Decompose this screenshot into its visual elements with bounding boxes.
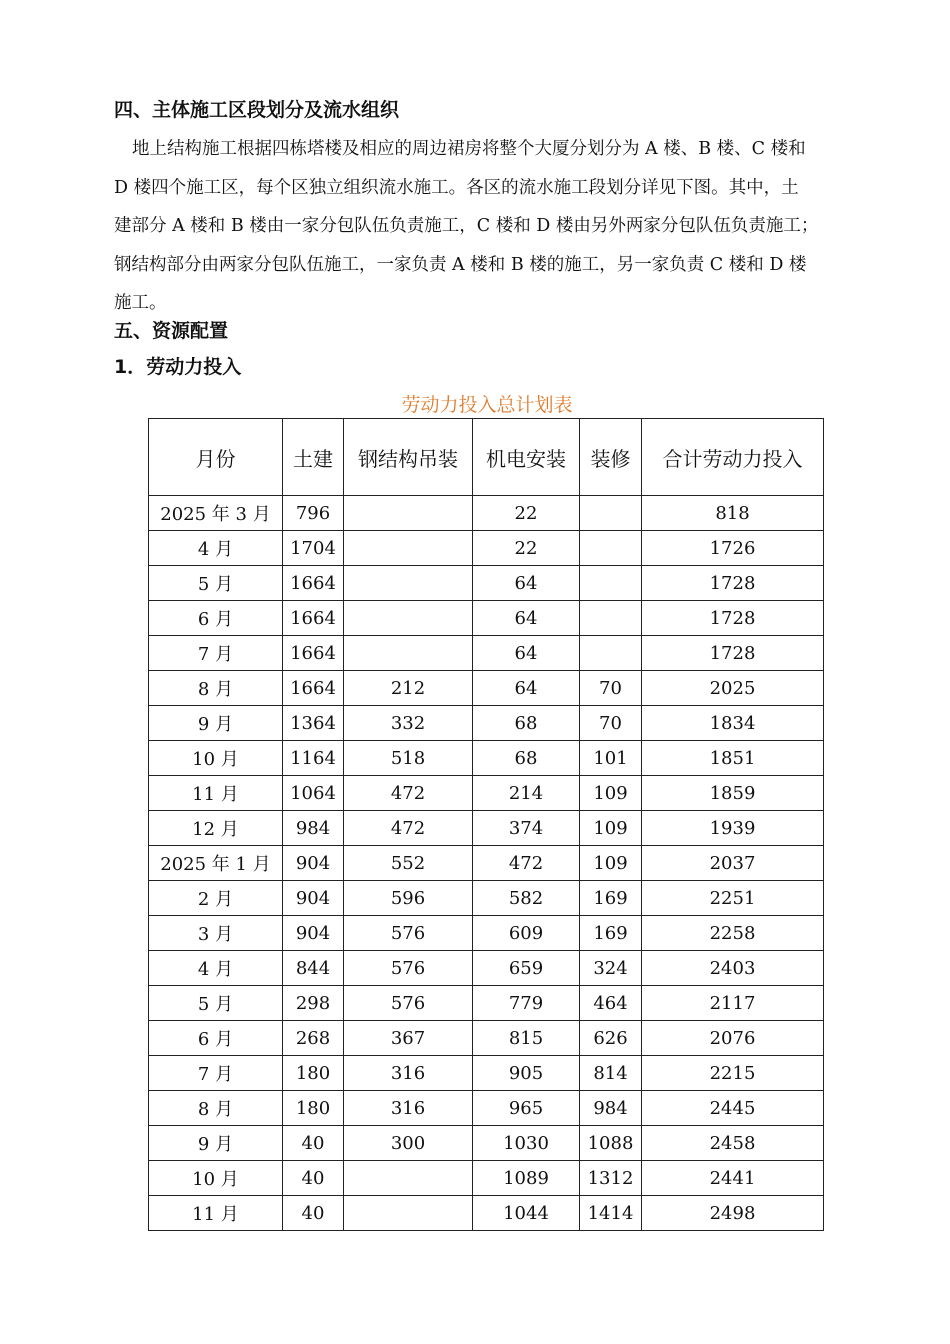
cell-month: 9 月	[149, 706, 283, 741]
cell-month: 2025 年 3 月	[149, 496, 283, 531]
paragraph-line: 地上结构施工根据四栋塔楼及相应的周边裙房将整个大厦分划分为 A 楼、B 楼、C 楼和	[132, 139, 806, 159]
cell-civil: 40	[283, 1126, 344, 1161]
cell-civil: 1364	[283, 706, 344, 741]
table-row	[149, 846, 824, 881]
cell-month: 7 月	[149, 1056, 283, 1091]
cell-civil: 904	[283, 846, 344, 881]
cell-decoration: 109	[580, 846, 642, 881]
cell-mep: 472	[473, 846, 580, 881]
cell-steel: 576	[344, 986, 473, 1021]
cell-mep: 64	[473, 636, 580, 671]
cell-total: 2037	[642, 846, 824, 881]
cell-steel: 472	[344, 776, 473, 811]
cell-steel	[344, 496, 473, 531]
cell-steel: 596	[344, 881, 473, 916]
cell-civil: 1064	[283, 776, 344, 811]
cell-month: 6 月	[149, 1021, 283, 1056]
cell-month: 10 月	[149, 741, 283, 776]
table-row	[149, 601, 824, 636]
cell-mep: 68	[473, 706, 580, 741]
cell-decoration: 814	[580, 1056, 642, 1091]
cell-decoration: 109	[580, 811, 642, 846]
cell-mep: 1044	[473, 1196, 580, 1231]
table-row	[149, 671, 824, 706]
cell-decoration: 984	[580, 1091, 642, 1126]
cell-decoration: 1312	[580, 1161, 642, 1196]
cell-total: 2251	[642, 881, 824, 916]
cell-decoration	[580, 636, 642, 671]
cell-decoration: 101	[580, 741, 642, 776]
cell-total: 1834	[642, 706, 824, 741]
cell-total: 2445	[642, 1091, 824, 1126]
table-row	[149, 636, 824, 671]
cell-mep: 22	[473, 496, 580, 531]
table-header-row	[149, 419, 824, 496]
table-row	[149, 496, 824, 531]
cell-mep: 22	[473, 531, 580, 566]
cell-month: 7 月	[149, 636, 283, 671]
cell-civil: 40	[283, 1161, 344, 1196]
cell-mep: 965	[473, 1091, 580, 1126]
cell-mep: 64	[473, 566, 580, 601]
cell-month: 8 月	[149, 1091, 283, 1126]
cell-civil: 1704	[283, 531, 344, 566]
cell-civil: 1664	[283, 601, 344, 636]
labor-plan-table	[148, 418, 824, 1231]
cell-steel	[344, 601, 473, 636]
cell-steel: 212	[344, 671, 473, 706]
cell-steel: 576	[344, 916, 473, 951]
cell-decoration: 464	[580, 986, 642, 1021]
cell-civil: 1664	[283, 671, 344, 706]
cell-decoration: 324	[580, 951, 642, 986]
cell-month: 10 月	[149, 1161, 283, 1196]
cell-mep: 64	[473, 601, 580, 636]
cell-total: 1939	[642, 811, 824, 846]
cell-month: 4 月	[149, 951, 283, 986]
cell-month: 8 月	[149, 671, 283, 706]
cell-month: 2025 年 1 月	[149, 846, 283, 881]
cell-total: 2441	[642, 1161, 824, 1196]
cell-civil: 844	[283, 951, 344, 986]
table-row	[149, 531, 824, 566]
header-steel: 钢结构吊装	[344, 419, 473, 496]
subsection-labor-heading: 1．劳动力投入	[114, 356, 242, 378]
paragraph-line: D 楼四个施工区，每个区独立组织流水施工。各区的流水施工段划分详见下图。其中，土	[114, 177, 799, 198]
cell-total: 2403	[642, 951, 824, 986]
cell-total: 1728	[642, 636, 824, 671]
cell-steel: 367	[344, 1021, 473, 1056]
table-row	[149, 951, 824, 986]
section-5-heading: 五、资源配置	[114, 320, 229, 342]
cell-month: 11 月	[149, 1196, 283, 1231]
cell-total: 2458	[642, 1126, 824, 1161]
cell-total: 2215	[642, 1056, 824, 1091]
cell-decoration: 169	[580, 881, 642, 916]
cell-mep: 64	[473, 671, 580, 706]
cell-civil: 180	[283, 1056, 344, 1091]
cell-month: 5 月	[149, 986, 283, 1021]
section-4-paragraph	[114, 130, 874, 323]
cell-decoration: 70	[580, 671, 642, 706]
cell-total: 2258	[642, 916, 824, 951]
cell-month: 2 月	[149, 881, 283, 916]
header-civil: 土建	[283, 419, 344, 496]
cell-mep: 815	[473, 1021, 580, 1056]
table-row	[149, 566, 824, 601]
cell-total: 1859	[642, 776, 824, 811]
cell-civil: 904	[283, 881, 344, 916]
cell-mep: 609	[473, 916, 580, 951]
header-mep: 机电安装	[473, 419, 580, 496]
cell-civil: 904	[283, 916, 344, 951]
table-row	[149, 1056, 824, 1091]
table-row	[149, 1161, 824, 1196]
cell-steel: 316	[344, 1056, 473, 1091]
header-total: 合计劳动力投入	[642, 419, 824, 496]
cell-mep: 374	[473, 811, 580, 846]
cell-civil: 180	[283, 1091, 344, 1126]
table-row	[149, 1126, 824, 1161]
cell-civil: 298	[283, 986, 344, 1021]
cell-total: 1728	[642, 601, 824, 636]
cell-month: 5 月	[149, 566, 283, 601]
cell-mep: 905	[473, 1056, 580, 1091]
table-body	[149, 496, 824, 1231]
cell-month: 6 月	[149, 601, 283, 636]
cell-decoration	[580, 496, 642, 531]
cell-civil: 796	[283, 496, 344, 531]
cell-total: 2117	[642, 986, 824, 1021]
cell-mep: 68	[473, 741, 580, 776]
paragraph-line: 钢结构部分由两家分包队伍施工，一家负责 A 楼和 B 楼的施工，另一家负责 C 楼和 D 楼	[114, 254, 807, 275]
cell-steel: 518	[344, 741, 473, 776]
cell-civil: 1664	[283, 636, 344, 671]
cell-decoration: 109	[580, 776, 642, 811]
table-row	[149, 1021, 824, 1056]
cell-steel: 332	[344, 706, 473, 741]
cell-total: 2025	[642, 671, 824, 706]
paragraph-line: 建部分 A 楼和 B 楼由一家分包队伍负责施工，C 楼和 D 楼由另外两家分包队伍负责施工；	[114, 216, 819, 236]
cell-steel: 472	[344, 811, 473, 846]
cell-steel	[344, 636, 473, 671]
cell-decoration: 1414	[580, 1196, 642, 1231]
table-row	[149, 776, 824, 811]
cell-decoration: 626	[580, 1021, 642, 1056]
cell-total: 1851	[642, 741, 824, 776]
cell-steel	[344, 1196, 473, 1231]
table-row	[149, 881, 824, 916]
cell-civil: 1664	[283, 566, 344, 601]
paragraph-line: 施工。	[114, 293, 167, 313]
cell-total: 1726	[642, 531, 824, 566]
header-decoration: 装修	[580, 419, 642, 496]
cell-month: 9 月	[149, 1126, 283, 1161]
section-4-heading: 四、主体施工区段划分及流水组织	[114, 99, 400, 121]
cell-month: 12 月	[149, 811, 283, 846]
cell-civil: 984	[283, 811, 344, 846]
cell-steel: 576	[344, 951, 473, 986]
cell-decoration	[580, 601, 642, 636]
cell-steel	[344, 1161, 473, 1196]
cell-decoration: 169	[580, 916, 642, 951]
cell-civil: 40	[283, 1196, 344, 1231]
table-row	[149, 916, 824, 951]
cell-mep: 659	[473, 951, 580, 986]
cell-total: 2498	[642, 1196, 824, 1231]
cell-civil: 268	[283, 1021, 344, 1056]
cell-month: 4 月	[149, 531, 283, 566]
cell-steel: 316	[344, 1091, 473, 1126]
cell-decoration: 70	[580, 706, 642, 741]
cell-decoration	[580, 566, 642, 601]
cell-total: 2076	[642, 1021, 824, 1056]
cell-steel: 552	[344, 846, 473, 881]
table-row	[149, 1091, 824, 1126]
cell-steel	[344, 531, 473, 566]
header-month: 月份	[149, 419, 283, 496]
table-row	[149, 811, 824, 846]
cell-civil: 1164	[283, 741, 344, 776]
cell-month: 11 月	[149, 776, 283, 811]
table-row	[149, 741, 824, 776]
table-row	[149, 706, 824, 741]
cell-decoration: 1088	[580, 1126, 642, 1161]
cell-mep: 1030	[473, 1126, 580, 1161]
cell-mep: 1089	[473, 1161, 580, 1196]
cell-mep: 779	[473, 986, 580, 1021]
cell-decoration	[580, 531, 642, 566]
table-caption: 劳动力投入总计划表	[401, 394, 573, 416]
cell-mep: 214	[473, 776, 580, 811]
table-row	[149, 986, 824, 1021]
cell-total: 1728	[642, 566, 824, 601]
cell-month: 3 月	[149, 916, 283, 951]
cell-steel	[344, 566, 473, 601]
cell-total: 818	[642, 496, 824, 531]
cell-mep: 582	[473, 881, 580, 916]
table-row	[149, 1196, 824, 1231]
cell-steel: 300	[344, 1126, 473, 1161]
